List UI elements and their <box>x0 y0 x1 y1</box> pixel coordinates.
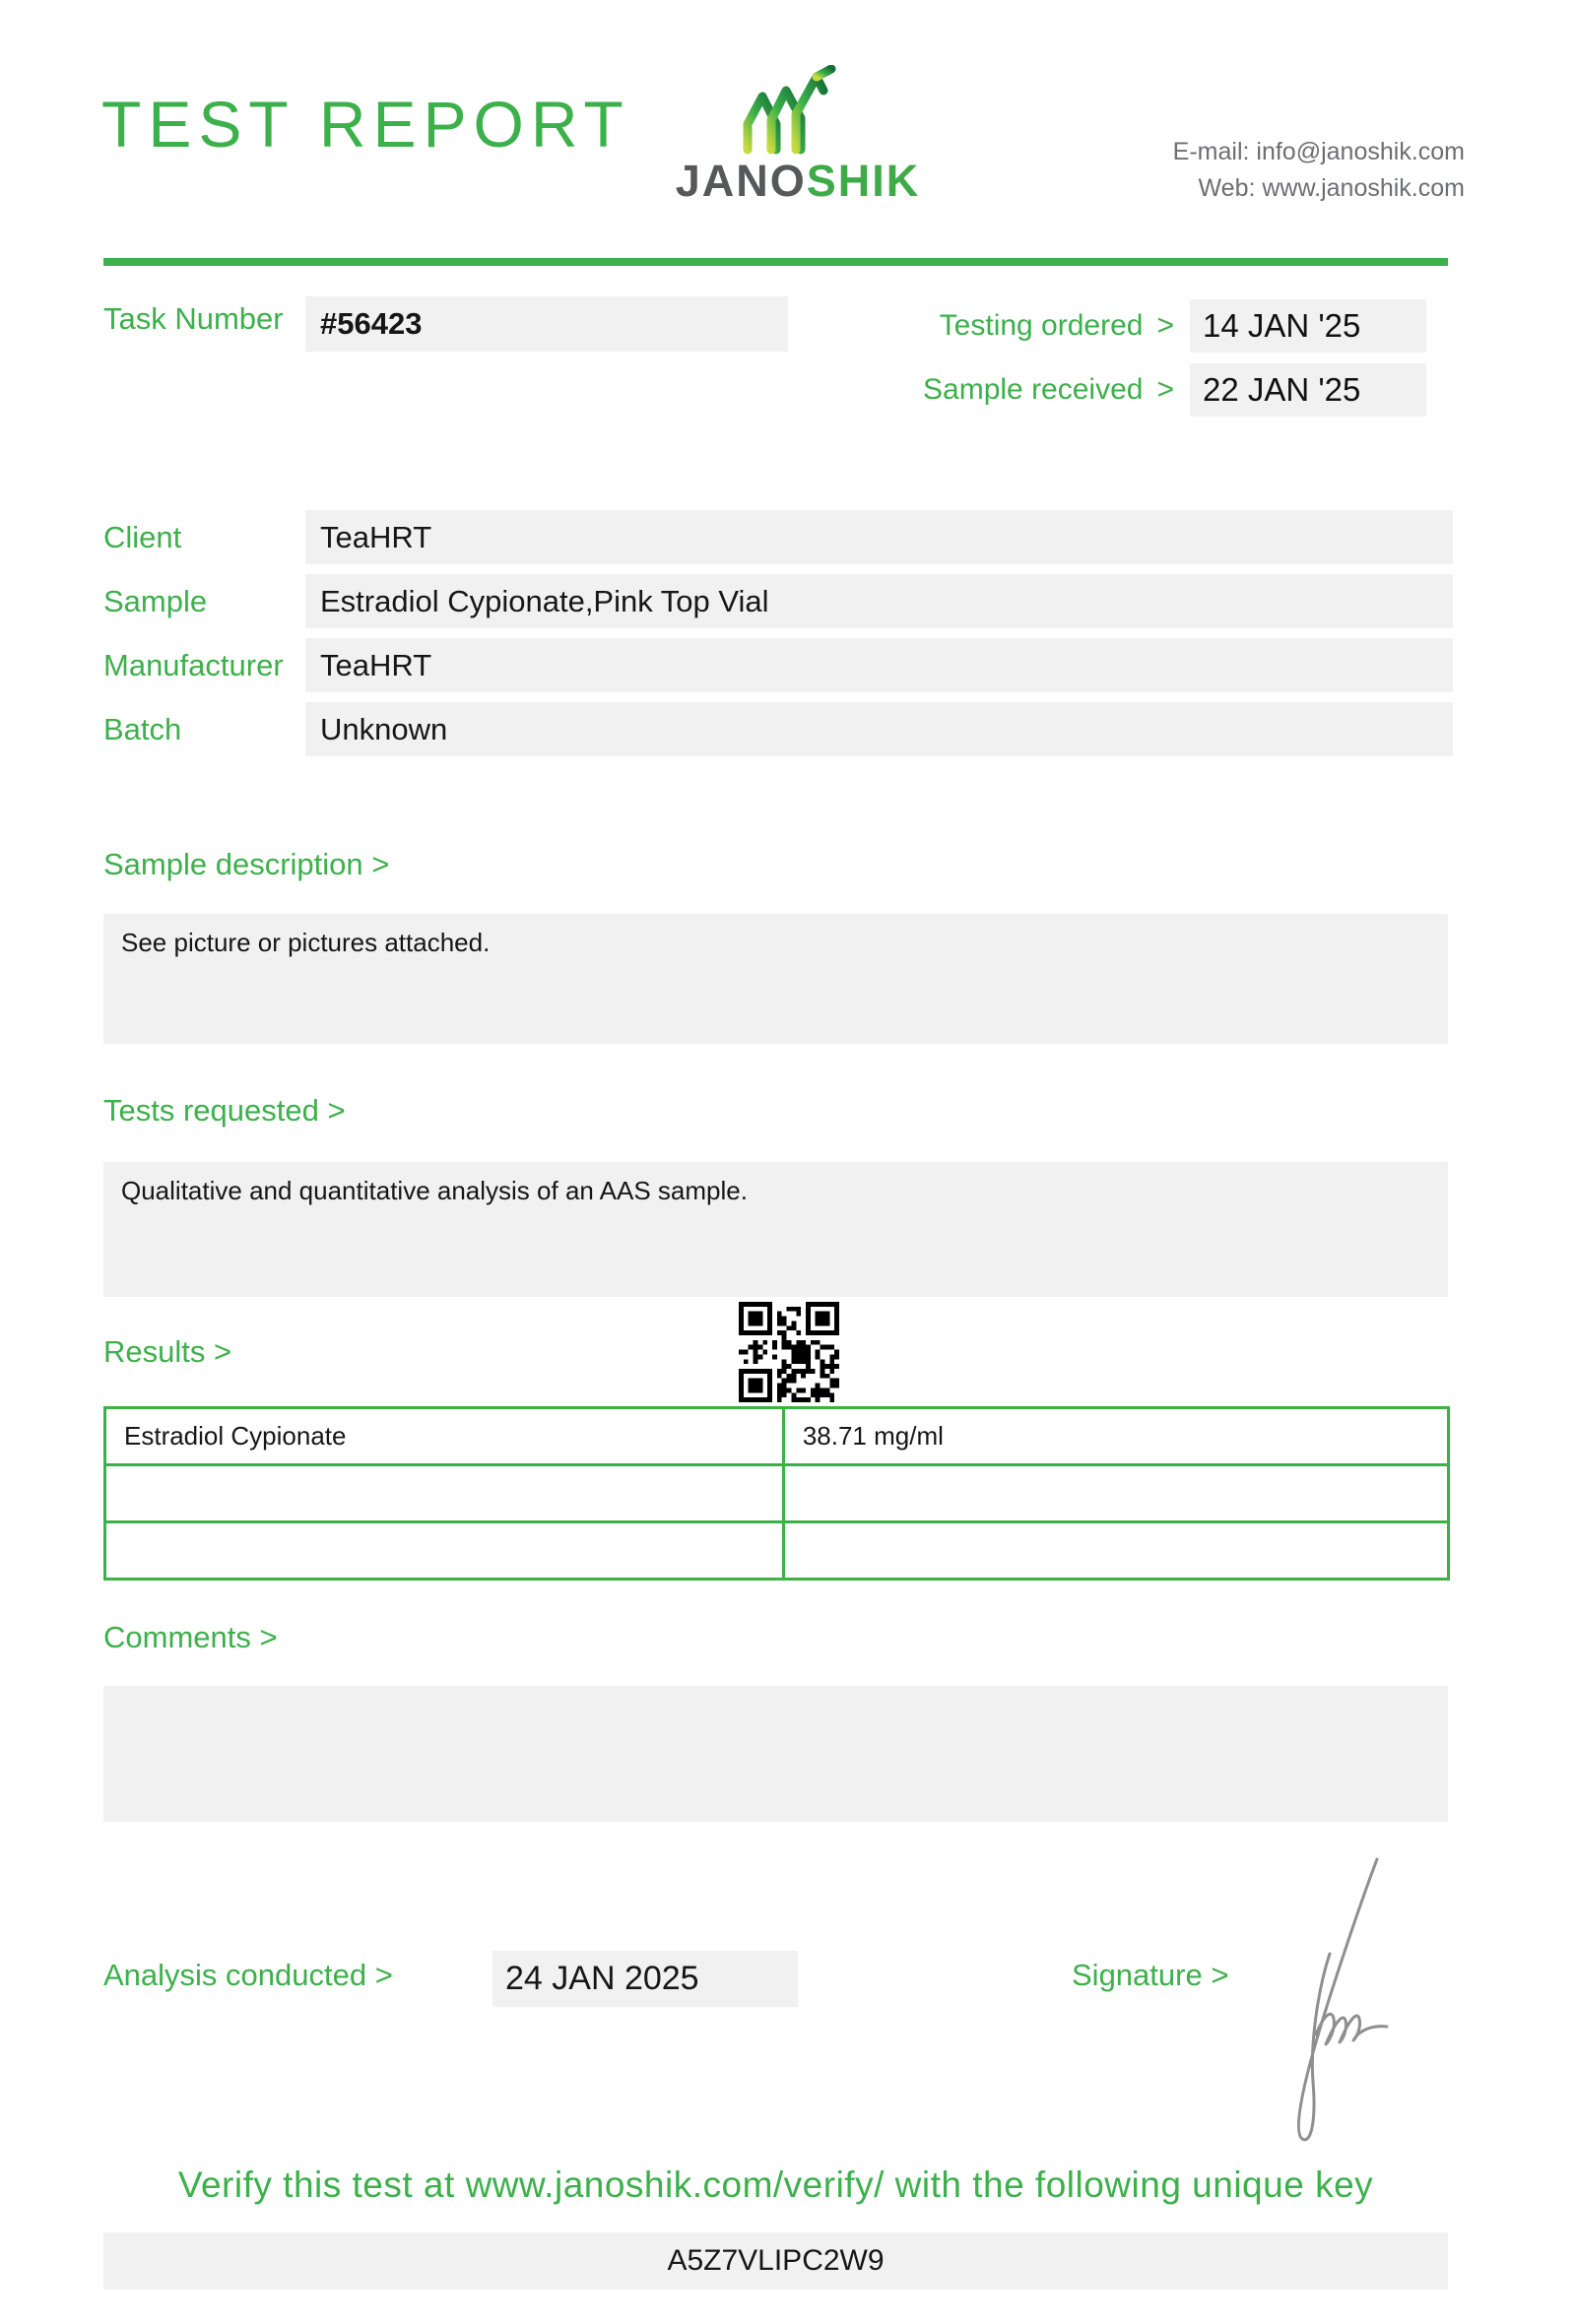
result-value-cell: 38.71 mg/ml <box>783 1408 1448 1465</box>
client-label: Client <box>103 519 182 554</box>
sample-value: Estradiol Cypionate,Pink Top Vial <box>305 574 1453 628</box>
janoshik-chart-logo-icon <box>734 65 852 156</box>
results-table <box>103 1406 1450 1581</box>
contact-email-line <box>1173 134 1465 170</box>
contact-web-line <box>1173 170 1465 207</box>
sample-description-heading: Sample description > <box>103 847 390 881</box>
testing-ordered-row <box>591 299 1426 353</box>
analysis-conducted-label: Analysis conducted > <box>103 1958 393 1992</box>
page-title: TEST REPORT <box>101 88 630 161</box>
task-number-value: #56423 <box>305 296 788 352</box>
sample-received-arrow: > <box>1156 373 1174 406</box>
sample-description-box: See picture or pictures attached. <box>103 914 1448 1044</box>
verify-key-value: A5Z7VLIPC2W9 <box>667 2244 885 2277</box>
results-row-3 <box>105 1522 1449 1580</box>
manufacturer-value: TeaHRT <box>305 638 1453 692</box>
verify-key-box <box>103 2232 1448 2290</box>
comments-box <box>103 1686 1448 1822</box>
result-empty-cell <box>105 1465 784 1522</box>
web-value: www.janoshik.com <box>1262 174 1465 202</box>
client-value: TeaHRT <box>305 510 1453 564</box>
logo-text-jano: JANO <box>675 156 807 206</box>
contact-info <box>1173 134 1465 207</box>
verify-instruction-text: Verify this test at www.janoshik.com/verify/ with the following unique key <box>177 2164 1374 2205</box>
testing-ordered-label: Testing ordered <box>939 309 1144 342</box>
tests-requested-heading: Tests requested > <box>103 1093 346 1128</box>
janoshik-logo-text <box>640 156 955 207</box>
qr-code <box>739 1302 839 1402</box>
testing-ordered-arrow: > <box>1156 309 1174 342</box>
email-value: info@janoshik.com <box>1256 138 1465 165</box>
results-heading: Results > <box>103 1334 232 1369</box>
comments-heading: Comments > <box>103 1620 278 1654</box>
result-empty-cell <box>783 1465 1448 1522</box>
email-label: E-mail: <box>1172 138 1257 165</box>
results-row-2 <box>105 1465 1449 1522</box>
result-substance-cell: Estradiol Cypionate <box>105 1408 784 1465</box>
web-label: Web: <box>1198 174 1263 202</box>
testing-ordered-value: 14 JAN '25 <box>1190 299 1426 353</box>
logo-text-shik: SHIK <box>806 156 921 206</box>
header-divider-line <box>103 258 1448 266</box>
tests-requested-box: Qualitative and quantitative analysis of an AAS sample. <box>103 1162 1448 1297</box>
signature-label: Signature > <box>1072 1958 1229 1992</box>
analysis-date-value: 24 JAN 2025 <box>492 1951 798 2007</box>
results-row-1 <box>105 1408 1449 1465</box>
sample-received-row <box>591 363 1426 417</box>
task-number-label: Task Number <box>103 301 284 336</box>
signature-image <box>1249 1849 1431 2157</box>
result-empty-cell <box>105 1522 784 1580</box>
sample-received-label: Sample received <box>923 373 1144 406</box>
manufacturer-label: Manufacturer <box>103 647 284 682</box>
batch-label: Batch <box>103 711 182 746</box>
sample-received-value: 22 JAN '25 <box>1190 363 1426 417</box>
sample-label: Sample <box>103 583 208 618</box>
batch-value: Unknown <box>305 702 1453 756</box>
result-empty-cell <box>783 1522 1448 1580</box>
